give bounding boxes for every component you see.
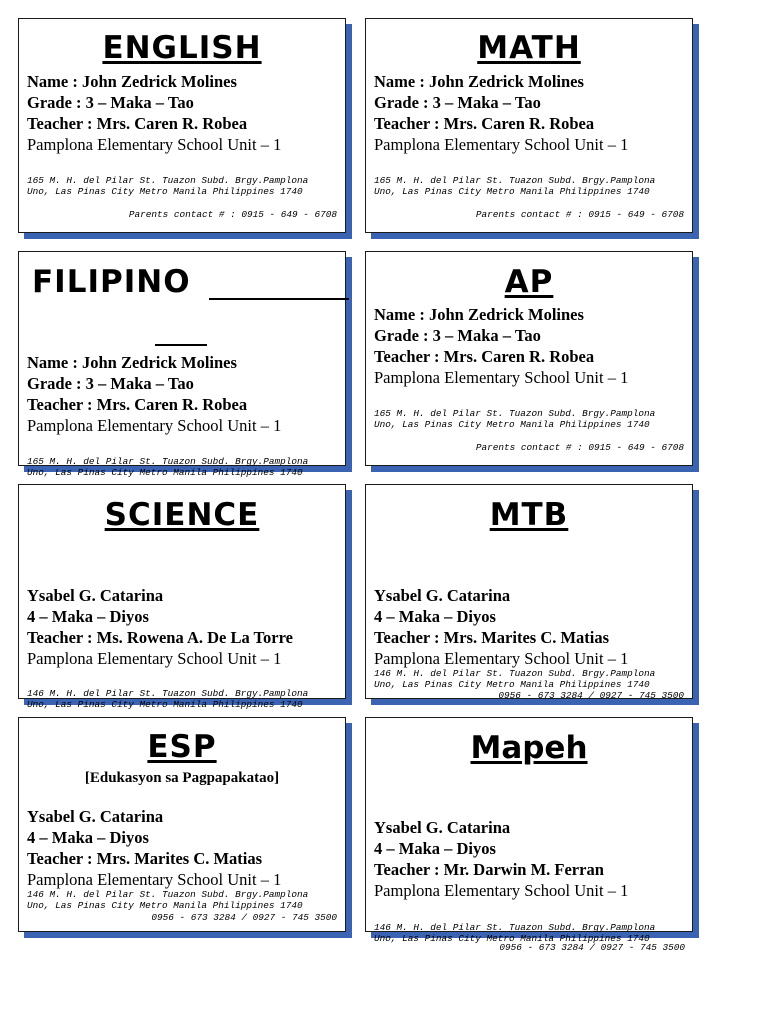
label-mtb (365, 484, 693, 699)
underline-rule (155, 344, 207, 346)
address-line-1: 165 M. H. del Pilar St. Tuazon Subd. Brgy.Pamplona (27, 175, 309, 186)
grade-section: 4 – Maka – Diyos (27, 828, 149, 847)
teacher-name: Teacher : Mrs. Caren R. Robea (374, 114, 595, 133)
address-line-1: 146 M. H. del Pilar St. Tuazon Subd. Brgy.Pamplona (374, 668, 656, 679)
parents-contact: Parents contact # : 0915 - 649 - 6708 (128, 209, 337, 220)
subject-title: MATH (477, 30, 581, 66)
grade-section: Grade : 3 – Maka – Tao (374, 93, 541, 112)
student-name: Name : John Zedrick Molines (374, 72, 584, 91)
school-name: Pamplona Elementary School Unit – 1 (374, 368, 629, 387)
subject-title: SCIENCE (104, 497, 260, 533)
address-line-1: 146 M. H. del Pilar St. Tuazon Subd. Brgy.Pamplona (27, 688, 309, 699)
school-name: Pamplona Elementary School Unit – 1 (27, 416, 282, 435)
label-english (18, 18, 346, 233)
subject-title: ESP (147, 729, 217, 765)
address-line-2: Uno, Las Pinas City Metro Manila Philippines 1740 (374, 933, 650, 944)
school-name: Pamplona Elementary School Unit – 1 (374, 135, 629, 154)
student-name: Ysabel G. Catarina (374, 586, 511, 605)
address-line-2: Uno, Las Pinas City Metro Manila Philippines 1740 (374, 419, 650, 430)
subject-title: MTB (489, 497, 569, 533)
address-line-1: 146 M. H. del Pilar St. Tuazon Subd. Brgy.Pamplona (27, 889, 309, 900)
label-ap (365, 251, 693, 466)
grade-section: Grade : 3 – Maka – Tao (27, 93, 194, 112)
address-line-1: 165 M. H. del Pilar St. Tuazon Subd. Brgy.Pamplona (374, 408, 656, 419)
student-name: Ysabel G. Catarina (27, 586, 164, 605)
teacher-name: Teacher : Mrs. Marites C. Matias (27, 849, 263, 868)
teacher-name: Teacher : Mrs. Marites C. Matias (374, 628, 610, 647)
teacher-name: Teacher : Ms. Rowena A. De La Torre (27, 628, 293, 647)
label-science (18, 484, 346, 710)
grade-section: 4 – Maka – Diyos (374, 839, 496, 858)
grade-section: Grade : 3 – Maka – Tao (374, 326, 541, 345)
grade-section: 4 – Maka – Diyos (374, 607, 496, 626)
student-name: Name : John Zedrick Molines (27, 353, 237, 372)
teacher-name: Teacher : Mrs. Caren R. Robea (27, 395, 248, 414)
subject-title: Mapeh (470, 730, 588, 766)
address-line-2: Uno, Las Pinas City Metro Manila Philippines 1740 (27, 900, 303, 911)
address-line-1: 165 M. H. del Pilar St. Tuazon Subd. Brgy.Pamplona (374, 175, 656, 186)
contact-numbers: 0956 - 673 3284 / 0927 - 745 3500 (151, 912, 337, 923)
grade-section: 4 – Maka – Diyos (27, 607, 149, 626)
address-line-1: 165 M. H. del Pilar St. Tuazon Subd. Brgy.Pamplona (27, 456, 309, 467)
teacher-name: Teacher : Mr. Darwin M. Ferran (374, 860, 604, 879)
contact-numbers-overflow: 0956 - 673 3284 / 0927 - 745 3500 (499, 942, 685, 953)
subject-title: ENGLISH (102, 30, 262, 66)
label-filipino (18, 251, 346, 478)
school-name: Pamplona Elementary School Unit – 1 (27, 649, 282, 668)
contact-numbers: 0956 - 673 3284 / 0927 - 745 3500 (498, 690, 684, 701)
teacher-name: Teacher : Mrs. Caren R. Robea (27, 114, 248, 133)
address-line-2: Uno, Las Pinas City Metro Manila Philippines 1740 (27, 467, 303, 478)
label-math (365, 18, 693, 233)
student-name: Ysabel G. Catarina (27, 807, 164, 826)
address-line-2: Uno, Las Pinas City Metro Manila Philippines 1740 (27, 699, 303, 710)
school-name: Pamplona Elementary School Unit – 1 (374, 649, 629, 668)
student-name: Ysabel G. Catarina (374, 818, 511, 837)
label-mapeh (365, 717, 693, 944)
student-name: Name : John Zedrick Molines (374, 305, 584, 324)
address-line-2: Uno, Las Pinas City Metro Manila Philippines 1740 (374, 679, 650, 690)
label-esp (18, 717, 346, 932)
parents-contact: Parents contact # : 0915 - 649 - 6708 (475, 209, 684, 220)
underline-rule (209, 298, 349, 300)
address-line-1: 146 M. H. del Pilar St. Tuazon Subd. Brgy.Pamplona (374, 922, 656, 933)
school-name: Pamplona Elementary School Unit – 1 (374, 881, 629, 900)
subject-note: [Edukasyon sa Pagpapakatao] (84, 770, 280, 786)
subject-title: FILIPINO (32, 264, 191, 300)
address-line-2: Uno, Las Pinas City Metro Manila Philippines 1740 (27, 186, 303, 197)
school-name: Pamplona Elementary School Unit – 1 (27, 135, 282, 154)
subject-title: AP (504, 264, 554, 300)
student-name: Name : John Zedrick Molines (27, 72, 237, 91)
parents-contact: Parents contact # : 0915 - 649 - 6708 (475, 442, 684, 453)
address-line-2: Uno, Las Pinas City Metro Manila Philippines 1740 (374, 186, 650, 197)
school-name: Pamplona Elementary School Unit – 1 (27, 870, 282, 889)
teacher-name: Teacher : Mrs. Caren R. Robea (374, 347, 595, 366)
grade-section: Grade : 3 – Maka – Tao (27, 374, 194, 393)
